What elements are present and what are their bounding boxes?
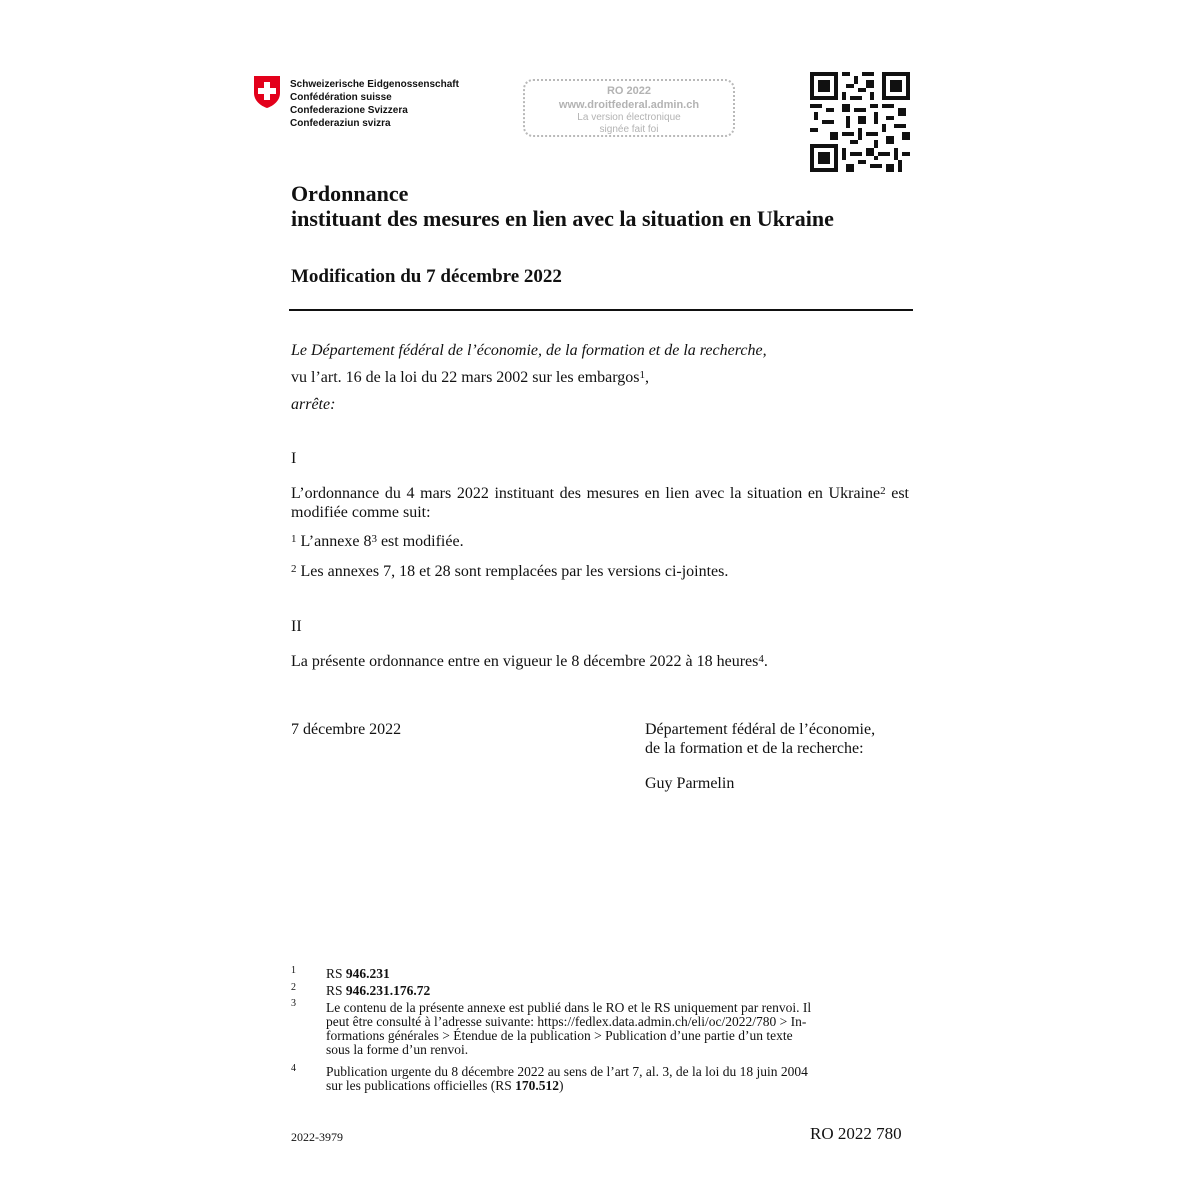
paragraph-1-number: 1	[291, 533, 297, 545]
preamble-authority: Le Département fédéral de l’économie, de la formation et de la recherche,	[291, 342, 767, 359]
footnote-ref-2: 2	[880, 485, 886, 497]
footnote-4-line-2-prefix: sur les publications officielles (RS	[326, 1078, 516, 1093]
section-2-end: .	[763, 653, 768, 670]
ro-reference: RO 2022 780	[810, 1124, 902, 1143]
footnote-3-line-3: formations générales > Étendue de la publication > Publication d’une partie d’un texte	[326, 1028, 793, 1043]
footnote-2	[326, 984, 909, 998]
section-1-heading: I	[291, 450, 297, 467]
paragraph-2-text: Les annexes 7, 18 et 28 sont remplacées par les versions ci-jointes.	[296, 563, 729, 580]
footnote-2-ref: 946.231.176.72	[345, 983, 431, 998]
stamp-url: www.droitfederal.admin.ch	[558, 99, 700, 111]
document-number: 2022-3979	[291, 1130, 343, 1144]
stamp-note-2: signée fait foi	[599, 124, 659, 135]
title-divider	[289, 309, 913, 311]
paragraph-1-text: L’annexe 8	[296, 533, 372, 550]
footnote-1-ref: 946.231	[345, 966, 390, 981]
paragraph-2	[291, 562, 728, 581]
footnote-2-prefix: RS	[326, 983, 346, 998]
electronic-version-stamp	[523, 79, 735, 137]
footnote-3-line-2: peut être consulté à l’adresse suivante: https://fedlex.data.admin.ch/eli/oc/2022/780 > In-	[326, 1014, 807, 1029]
footnote-3-number: 3	[291, 998, 296, 1009]
title-line-1: Ordonnance	[291, 181, 409, 206]
preamble-vu-end: ,	[645, 369, 650, 386]
footnote-3	[326, 1001, 909, 1057]
footnote-4	[326, 1065, 909, 1093]
modification-date: Modification du 7 décembre 2022	[291, 266, 562, 287]
footnote-2-number: 2	[291, 982, 296, 993]
footnote-3-line-4: sous la forme d’un renvoi.	[326, 1042, 469, 1057]
footnote-1-number: 1	[291, 965, 296, 976]
paragraph-1-end: est modifiée.	[376, 533, 464, 550]
stamp-ro: RO 2022	[606, 85, 652, 97]
footnote-4-line-1: Publication urgente du 8 décembre 2022 au sens de l’art 7, al. 3, de la loi du 18 juin 2004	[326, 1064, 808, 1079]
footnote-4-ref: 170.512	[515, 1078, 559, 1093]
confederation-name-it: Confederazione Svizzera	[290, 105, 408, 116]
section-2-text	[291, 652, 768, 671]
signatory-name: Guy Parmelin	[645, 775, 735, 792]
signatory-org-line-2: de la formation et de la recherche:	[645, 740, 864, 757]
section-2-body: La présente ordonnance entre en vigueur le 8 décembre 2022 à 18 heures	[291, 653, 759, 670]
footnote-ref-1: 1	[639, 369, 646, 381]
section-1-intro	[291, 484, 909, 522]
document-title	[291, 181, 834, 231]
footnote-3-line-1: Le contenu de la présente annexe est publié dans le RO et le RS uniquement par renvoi. Il	[326, 1000, 812, 1015]
signatory-org-line-1: Département fédéral de l’économie,	[645, 721, 876, 738]
footnote-ref-4: 4	[758, 653, 764, 665]
preamble-vu-text: vu l’art. 16 de la loi du 22 mars 2002 sur les embargos	[291, 369, 640, 386]
section-1-intro-end: est modifiée comme suit:	[291, 485, 909, 521]
footnote-1	[326, 967, 909, 981]
confederation-name-fr: Confédération suisse	[290, 92, 392, 103]
confederation-names	[290, 78, 459, 130]
footnote-4-line-2	[326, 1079, 909, 1093]
preamble-vu	[291, 368, 649, 387]
signatory-org	[645, 720, 875, 758]
section-1-intro-text: L’ordonnance du 4 mars 2022 instituant des mesures en lien avec la situation en Ukraine	[291, 485, 881, 502]
paragraph-1	[291, 532, 464, 551]
title-line-2: instituant des mesures en lien avec la situation en Ukraine	[291, 206, 834, 231]
confederation-name-rm: Confederaziun svizra	[290, 118, 391, 129]
qr-code-icon	[810, 72, 910, 172]
footnote-ref-3: 3	[371, 533, 377, 545]
footnote-4-number: 4	[291, 1063, 296, 1074]
section-2-heading: II	[291, 618, 302, 635]
confederation-name-de: Schweizerische Eidgenossenschaft	[290, 79, 459, 90]
footnote-1-prefix: RS	[326, 966, 346, 981]
paragraph-2-number: 2	[291, 563, 297, 575]
swiss-cross-icon	[253, 75, 281, 109]
signature-date: 7 décembre 2022	[291, 721, 402, 738]
preamble-arrete: arrête:	[291, 396, 336, 413]
footnote-4-line-2-suffix: )	[558, 1078, 564, 1093]
stamp-note-1: La version électronique	[577, 112, 681, 123]
